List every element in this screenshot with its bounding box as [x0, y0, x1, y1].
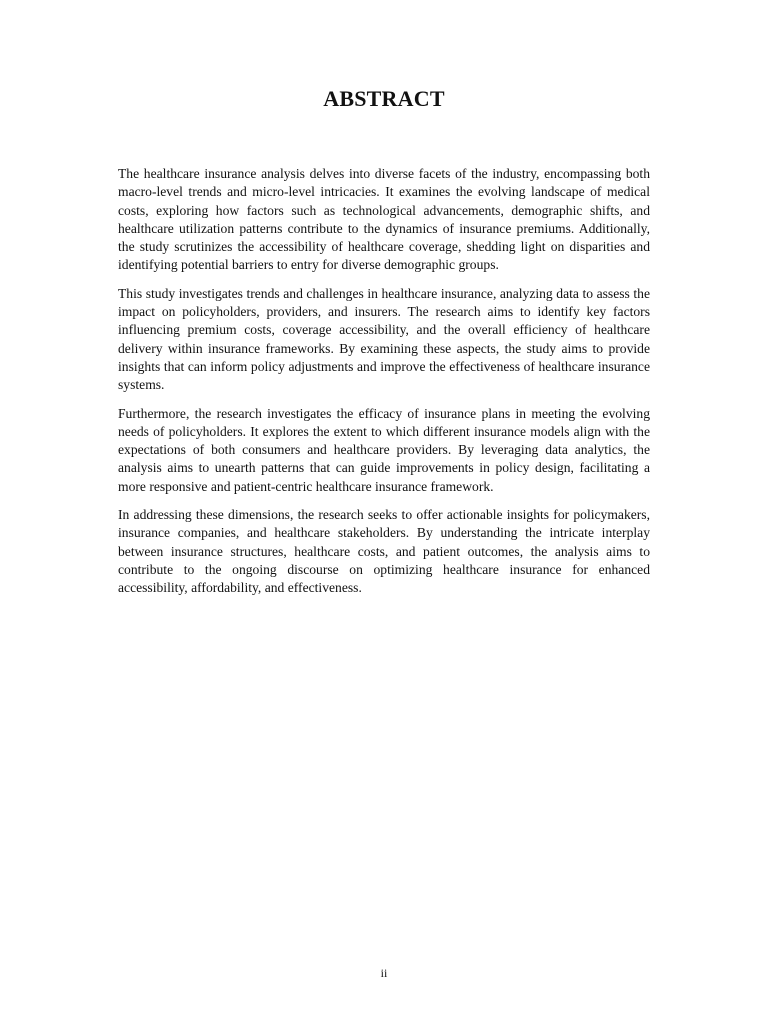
page-title: ABSTRACT [323, 86, 445, 111]
abstract-body [118, 165, 650, 608]
abstract-paragraph-4: In addressing these dimensions, the research seeks to offer actionable insights for policymakers, insurance companies, and healthcare stakeholders. By understanding the intricate interplay between insurance structures, healthcare costs, and patient outcomes, the analysis aims to contribute to the ongoing discourse on optimizing healthcare insurance for enhanced accessibility, affordability, and effectiveness. [118, 507, 650, 596]
abstract-paragraph-3: Furthermore, the research investigates the efficacy of insurance plans in meeting the evolving needs of policyholders. It explores the extent to which different insurance models align with the expectations of both consumers and healthcare providers. By leveraging data analytics, the analysis aims to unearth patterns that can guide improvements in policy design, facilitating a more responsive and patient-centric healthcare insurance framework. [118, 405, 650, 494]
abstract-paragraph-1: The healthcare insurance analysis delves into diverse facets of the industry, encompassing both macro-level trends and micro-level intricacies. It examines the evolving landscape of medical costs, exploring how factors such as technological advancements, demographic shifts, and healthcare utilization patterns contribute to the dynamics of insurance premiums. Additionally, the study scrutinizes the accessibility of healthcare coverage, shedding light on disparities and identifying potential barriers to entry for diverse demographic groups. [118, 166, 650, 273]
abstract-paragraph-2: This study investigates trends and challenges in healthcare insurance, analyzing data to assess the impact on policyholders, providers, and insurers. The research aims to identify key factors influencing premium costs, coverage accessibility, and the overall efficiency of healthcare delivery within insurance frameworks. By examining these aspects, the study aims to provide insights that can inform policy adjustments and improve the effectiveness of healthcare insurance systems. [118, 285, 650, 393]
page-number: ii [380, 966, 388, 980]
